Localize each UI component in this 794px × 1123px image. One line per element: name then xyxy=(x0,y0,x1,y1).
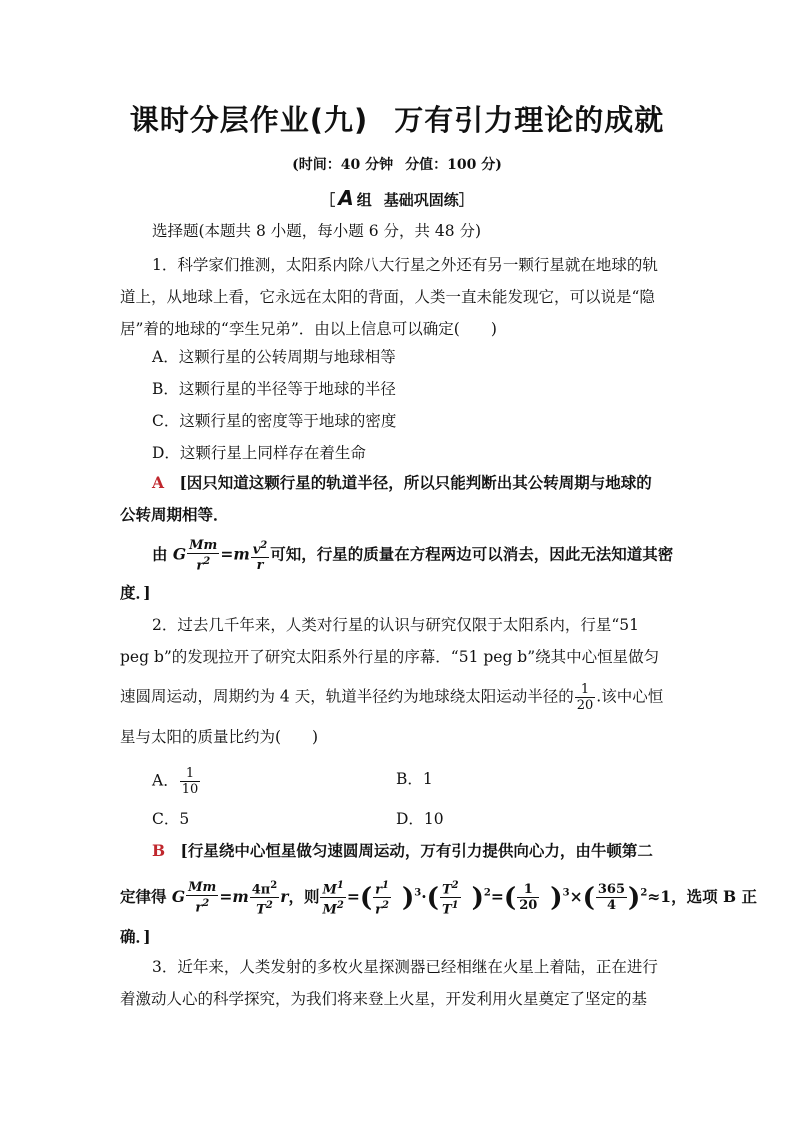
q2-option-c: C．5 xyxy=(152,810,190,828)
q1-option-c: C．这颗行星的密度等于地球的密度 xyxy=(152,412,397,430)
formula-v2-over-r: $\frac{v^2}{r}$ xyxy=(252,540,268,574)
q1-explanation-line2: 公转周期相等． xyxy=(120,505,229,524)
q1-explanation-line3: 由 G $\frac{Mm}{r^2}$ =m $\frac{v^2}{r}$ 可知，行星的质量在方程两边可以消去，因此无法知道其密 xyxy=(152,538,674,574)
q1-explanation-line4: 度．] xyxy=(120,583,151,602)
page-title xyxy=(0,98,794,139)
q1-answer: A xyxy=(152,473,165,492)
q1-option-a: A．这颗行星的公转周期与地球相等 xyxy=(152,348,396,366)
total-score: 分值：100 分) xyxy=(405,157,502,173)
time-limit: (时间：40 分钟 xyxy=(292,157,394,173)
q1-line3: 居”着的地球的“孪生兄弟”．由以上信息可以确定( ) xyxy=(120,320,497,338)
q2-option-b: B．1 xyxy=(396,770,433,788)
q2-line2: peg b”的发现拉开了研究太阳系外行星的序幕．“51 peg b”绕其中心恒星做匀 xyxy=(120,648,660,666)
q2-explanation-line3: 确．] xyxy=(120,927,151,946)
time-score-info xyxy=(0,154,794,174)
q2-explanation-line1: B [行星绕中心恒星做匀速圆周运动，万有引力提供向心力，由牛顿第二 xyxy=(152,841,653,860)
q1-option-d: D．这颗行星上同样存在着生命 xyxy=(152,444,366,462)
q2-line1: 2．过去几千年来，人类对行星的认识与研究仅限于太阳系内，行星“51 xyxy=(152,616,640,634)
q2-option-d: D．10 xyxy=(396,810,444,828)
title-topic: 万有引力理论的成就 xyxy=(394,103,665,137)
q2-option-a: A． $\frac{1}{10}$ xyxy=(152,766,199,797)
q2-answer: B xyxy=(152,841,166,860)
group-letter: A xyxy=(338,186,354,210)
q1-option-b: B．这颗行星的半径等于地球的半径 xyxy=(152,380,396,398)
fraction-1-over-10: $\frac{1}{10}$ xyxy=(181,766,199,797)
group-heading: ［ A 组 基础巩固练］ xyxy=(320,186,474,210)
q1-line1: 1．科学家们推测，太阳系内除八大行星之外还有另一颗行星就在地球的轨 xyxy=(152,256,658,274)
section-heading: 选择题(本题共 8 小题，每小题 6 分，共 48 分) xyxy=(152,222,482,240)
q3-line1: 3．近年来，人类发射的多枚火星探测器已经相继在火星上着陆，正在进行 xyxy=(152,958,658,976)
q2-line3: 速圆周运动，周期约为 4 天，轨道半径约为地球绕太阳运动半径的 $\frac{1}{20}$ .该中心恒 xyxy=(120,682,664,713)
formula-mm-over-r2: $\frac{Mm}{r^2}$ xyxy=(189,538,218,574)
q3-line2: 着激动人心的科学探究，为我们将来登上火星，开发利用火星奠定了坚定的基 xyxy=(120,990,648,1008)
q1-explanation-line1: A [因只知道这颗行星的轨道半径，所以只能判断出其公转周期与地球的 xyxy=(152,473,652,492)
q2-explanation-line2: 定律得 G $\frac{Mm}{r^2}$ =m $\frac{4\pi^2}{T^2}$ r，则 $\frac{M^1}{M^2}$ =( $\frac{r^1}{r^2}$ )$^3$·( $\frac{T^2}{T^1}$ )$^2$=( $\frac{1}{20}$ )$^3$×( $\frac{365}{4}$ )$^2$≈1，选项 B 正 xyxy=(120,880,757,918)
title-main: 课时分层作业(九) xyxy=(129,103,369,137)
q1-line2: 道上，从地球上看，它永远在太阳的背面，人类一直未能发现它，可以说是“隐 xyxy=(120,288,655,306)
group-name: 基础巩固练 xyxy=(383,191,459,209)
fraction-1-over-20: $\frac{1}{20}$ xyxy=(576,682,594,713)
q2-line4: 星与太阳的质量比约为( ) xyxy=(120,728,319,746)
